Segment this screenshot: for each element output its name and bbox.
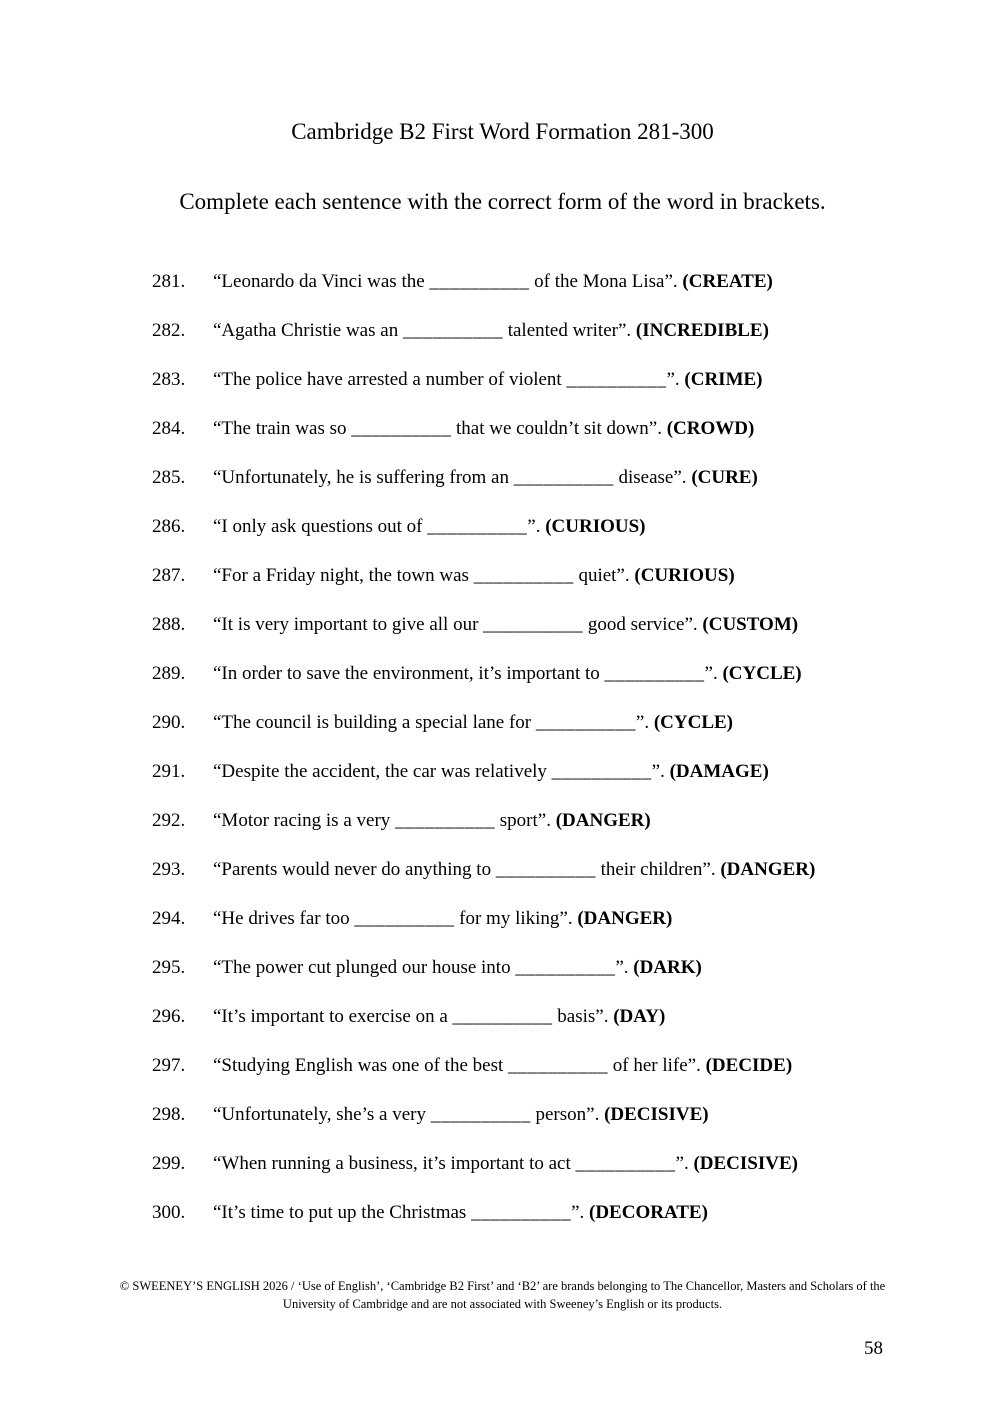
sentence-before: “Motor racing is a very <box>213 810 396 831</box>
question-number: 288. <box>152 614 186 635</box>
answer-blank: __________ <box>395 810 496 831</box>
question-number: 298. <box>152 1104 186 1125</box>
sentence-after: of her life”. <box>608 1055 706 1076</box>
bracket-word: (CYCLE) <box>653 712 733 733</box>
question-number: 287. <box>152 565 186 586</box>
sentence-after: disease”. <box>613 467 692 488</box>
question-number: 291. <box>152 761 186 782</box>
question-number: 281. <box>152 271 186 292</box>
footer <box>0 1277 1005 1313</box>
sentence-after: ”. <box>635 712 654 733</box>
sentence-before: “Leonardo da Vinci was the <box>213 271 430 292</box>
sentence-after: sport”. <box>495 810 556 831</box>
sentence-after: ”. <box>527 516 546 537</box>
sentence-after: good service”. <box>583 614 703 635</box>
page-title: Cambridge B2 First Word Formation 281-300 <box>291 119 714 144</box>
question-row <box>152 957 955 979</box>
page-number: 58 <box>864 1338 883 1359</box>
sentence-before: “He drives far too <box>213 908 355 929</box>
sentence-before: “It is very important to give all our <box>213 614 484 635</box>
answer-blank: __________ <box>427 516 528 537</box>
bracket-word: (DECORATE) <box>589 1202 708 1223</box>
sentence-after: ”. <box>704 663 723 684</box>
question-text <box>213 1202 708 1223</box>
question-row <box>152 1006 955 1028</box>
bracket-word: (DARK) <box>633 957 702 978</box>
question-text <box>213 957 702 978</box>
question-text <box>213 712 733 733</box>
question-number: 292. <box>152 810 186 831</box>
sentence-before: “Unfortunately, he is suffering from an <box>213 467 514 488</box>
sentence-before: “I only ask questions out of <box>213 516 428 537</box>
answer-blank: __________ <box>515 957 616 978</box>
bracket-word: (CREATE) <box>682 271 773 292</box>
question-text <box>213 663 802 684</box>
sentence-after: ”. <box>651 761 670 782</box>
answer-blank: __________ <box>351 418 452 439</box>
sentence-before: “It’s important to exercise on a <box>213 1006 453 1027</box>
answer-blank: __________ <box>566 369 667 390</box>
answer-blank: __________ <box>495 859 596 880</box>
question-number: 285. <box>152 467 186 488</box>
question-text <box>213 761 769 782</box>
answer-blank: __________ <box>402 320 503 341</box>
bracket-word: (DECIDE) <box>705 1055 793 1076</box>
question-number: 295. <box>152 957 186 978</box>
question-number: 283. <box>152 369 186 390</box>
sentence-before: “When running a business, it’s important to act <box>213 1153 576 1174</box>
sentence-after: for my liking”. <box>454 908 578 929</box>
question-row <box>152 271 955 293</box>
question-text <box>213 1055 792 1076</box>
question-text <box>213 320 769 341</box>
answer-blank: __________ <box>551 761 652 782</box>
sentence-after: quiet”. <box>573 565 635 586</box>
question-text <box>213 516 645 537</box>
question-number: 296. <box>152 1006 186 1027</box>
sentence-before: “For a Friday night, the town was <box>213 565 474 586</box>
question-row <box>152 663 955 685</box>
question-list <box>0 271 1005 1224</box>
question-row <box>152 418 955 440</box>
question-row <box>152 810 955 832</box>
question-row <box>152 369 955 391</box>
question-text <box>213 1153 798 1174</box>
question-row <box>152 1153 955 1175</box>
question-row <box>152 467 955 489</box>
question-row <box>152 614 955 636</box>
sentence-after: talented writer”. <box>502 320 636 341</box>
question-number: 289. <box>152 663 186 684</box>
answer-blank: __________ <box>429 271 530 292</box>
question-row <box>152 516 955 538</box>
answer-blank: __________ <box>471 1202 572 1223</box>
sentence-after: basis”. <box>552 1006 614 1027</box>
question-text <box>213 467 758 488</box>
answer-blank: __________ <box>535 712 636 733</box>
sentence-after: ”. <box>571 1202 589 1223</box>
answer-blank: __________ <box>513 467 614 488</box>
sentence-after: ”. <box>615 957 634 978</box>
bracket-word: (CRIME) <box>684 369 763 390</box>
bracket-word: (CUSTOM) <box>702 614 799 635</box>
bracket-word: (CROWD) <box>666 418 755 439</box>
sentence-after: ”. <box>666 369 685 390</box>
answer-blank: __________ <box>430 1104 531 1125</box>
question-row <box>152 565 955 587</box>
question-text <box>213 369 763 390</box>
answer-blank: __________ <box>483 614 584 635</box>
sentence-after: of the Mona Lisa”. <box>529 271 683 292</box>
question-text <box>213 810 651 831</box>
sentence-before: “The power cut plunged our house into <box>213 957 516 978</box>
question-row <box>152 908 955 930</box>
question-row <box>152 1202 955 1224</box>
bracket-word: (DANGER) <box>555 810 651 831</box>
question-number: 282. <box>152 320 186 341</box>
sentence-after: person”. <box>530 1104 605 1125</box>
question-row <box>152 1055 955 1077</box>
bracket-word: (CURE) <box>691 467 758 488</box>
question-number: 293. <box>152 859 186 880</box>
answer-blank: __________ <box>452 1006 553 1027</box>
sentence-after: that we couldn’t sit down”. <box>451 418 667 439</box>
question-number: 299. <box>152 1153 186 1174</box>
answer-blank: __________ <box>354 908 455 929</box>
instructions: Complete each sentence with the correct form of the word in brackets. <box>179 189 826 214</box>
bracket-word: (DECISIVE) <box>693 1153 798 1174</box>
question-text <box>213 418 754 439</box>
question-number: 290. <box>152 712 186 733</box>
answer-blank: __________ <box>473 565 574 586</box>
bracket-word: (DAY) <box>613 1006 666 1027</box>
question-number: 297. <box>152 1055 186 1076</box>
bracket-word: (CURIOUS) <box>545 516 646 537</box>
question-text <box>213 859 815 880</box>
question-row <box>152 1104 955 1126</box>
sentence-before: “It’s time to put up the Christmas <box>213 1202 472 1223</box>
sentence-after: their children”. <box>595 859 721 880</box>
sentence-before: “Studying English was one of the best <box>213 1055 508 1076</box>
sentence-before: “Parents would never do anything to <box>213 859 496 880</box>
answer-blank: __________ <box>604 663 705 684</box>
bracket-word: (DECISIVE) <box>604 1104 709 1125</box>
answer-blank: __________ <box>508 1055 608 1076</box>
footer-line-1: © SWEENEY’S ENGLISH 2026 / ‘Use of English’, ‘Cambridge B2 First’ and ‘B2’ are brands belonging to The Chancellor, Masters and Scholars of the <box>119 1279 886 1293</box>
sentence-before: “Despite the accident, the car was relatively <box>213 761 552 782</box>
question-text <box>213 614 798 635</box>
question-number: 284. <box>152 418 186 439</box>
question-text <box>213 908 672 929</box>
question-text <box>213 271 773 292</box>
sentence-before: “The train was so <box>213 418 352 439</box>
sentence-before: “In order to save the environment, it’s important to <box>213 663 605 684</box>
answer-blank: __________ <box>575 1153 676 1174</box>
question-row <box>152 712 955 734</box>
question-text <box>213 1006 665 1027</box>
question-number: 294. <box>152 908 186 929</box>
bracket-word: (DANGER) <box>577 908 673 929</box>
question-text <box>213 565 735 586</box>
bracket-word: (INCREDIBLE) <box>635 320 769 341</box>
sentence-after: ”. <box>675 1153 694 1174</box>
question-number: 286. <box>152 516 186 537</box>
question-row <box>152 761 955 783</box>
question-row <box>152 859 955 881</box>
bracket-word: (CYCLE) <box>722 663 802 684</box>
question-number: 300. <box>152 1202 186 1223</box>
footer-line-2: University of Cambridge and are not associated with Sweeney’s English or its products. <box>282 1297 723 1311</box>
bracket-word: (DAMAGE) <box>669 761 769 782</box>
sentence-before: “Unfortunately, she’s a very <box>213 1104 431 1125</box>
bracket-word: (CURIOUS) <box>634 565 735 586</box>
bracket-word: (DANGER) <box>720 859 816 880</box>
sentence-before: “Agatha Christie was an <box>213 320 403 341</box>
sentence-before: “The council is building a special lane for <box>213 712 536 733</box>
question-text <box>213 1104 709 1125</box>
question-row <box>152 320 955 342</box>
sentence-before: “The police have arrested a number of violent <box>213 369 567 390</box>
